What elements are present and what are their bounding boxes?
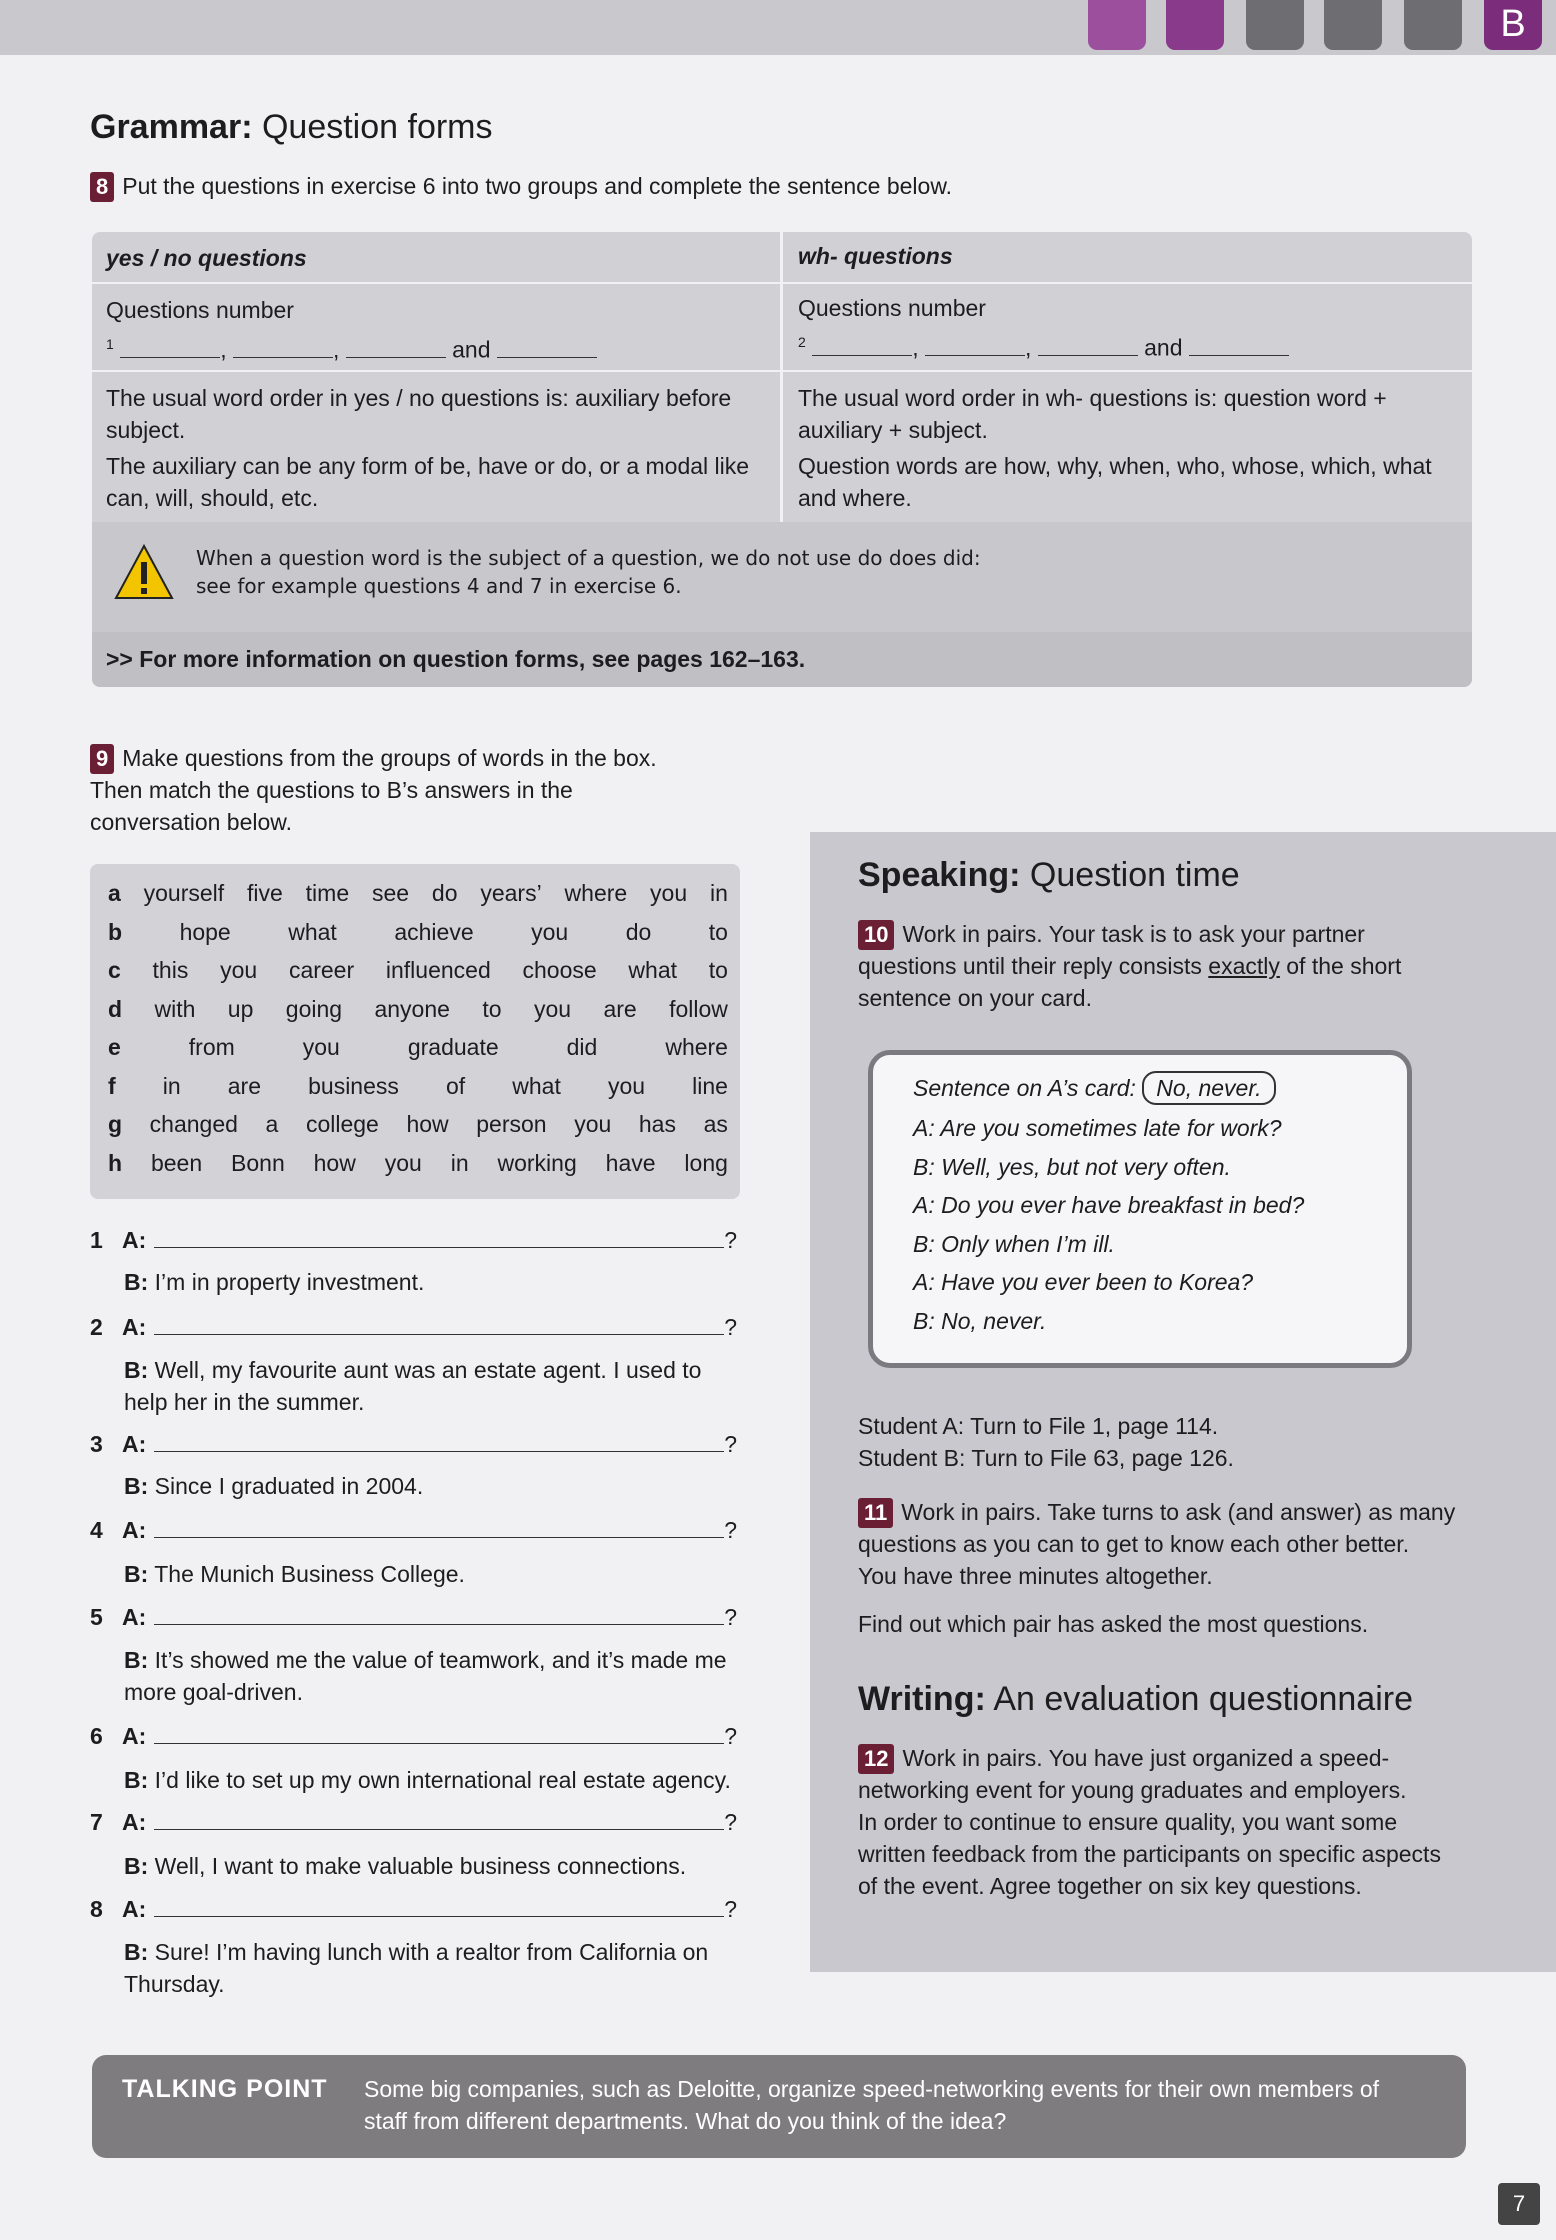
- word-box-word: have: [605, 1149, 656, 1176]
- word-box-line: [108, 951, 728, 989]
- ex12-number: 12: [858, 1744, 894, 1774]
- warning-line-1: When a question word is the subject of a question, we do not use do does did:: [196, 546, 981, 570]
- card-pill: No, never.: [1142, 1071, 1275, 1105]
- blank-field[interactable]: [1189, 337, 1289, 356]
- blank-field[interactable]: [812, 337, 912, 356]
- blank-field[interactable]: [346, 339, 446, 358]
- col1-superscript: 1: [106, 336, 114, 352]
- warning-row: [92, 522, 1472, 632]
- word-box-letter: a: [108, 880, 121, 906]
- blank-field[interactable]: [120, 339, 220, 358]
- word-box-word: you: [384, 1149, 422, 1176]
- word-box-word: what: [512, 1072, 561, 1099]
- question-line: [90, 1893, 750, 1925]
- speaker-b-label: B:: [124, 1647, 149, 1673]
- question-number: 7: [90, 1809, 103, 1835]
- col2-blanks: $^2$ , , and: [798, 326, 1289, 364]
- top-bar: [0, 0, 1556, 55]
- answer-blank[interactable]: [154, 1809, 724, 1830]
- talking-point-line-1: Some big companies, such as Deloitte, organize speed-networking events for their own members of: [364, 2076, 1380, 2102]
- word-box-word: you: [533, 995, 572, 1022]
- speaker-a-label: A:: [122, 1809, 147, 1835]
- speaking-title-rest: Question time: [1020, 856, 1240, 894]
- question-line: [90, 1601, 750, 1633]
- speaker-b-label: B:: [124, 1939, 149, 1965]
- page-number: 7: [1498, 2183, 1540, 2225]
- word-box-word: hope: [179, 918, 231, 945]
- student-a-line: Student A: Turn to File 1, page 114.: [858, 1413, 1219, 1439]
- student-b-line: Student B: Turn to File 63, page 126.: [858, 1445, 1234, 1471]
- word-box-word: how: [313, 1149, 356, 1176]
- section-tab-3: [1246, 0, 1304, 50]
- answer-blank[interactable]: [154, 1723, 724, 1744]
- word-box-word: changed: [149, 1111, 238, 1137]
- more-info-link[interactable]: >> For more information on question forms, see pages 162–163.: [92, 632, 1472, 687]
- word-box-word: a: [265, 1111, 279, 1137]
- answer-text: Since I graduated in 2004.: [148, 1473, 424, 1499]
- ex8-number: 8: [90, 172, 114, 202]
- col1-heading: yes / no questions: [106, 245, 307, 271]
- writing-title: [858, 1680, 1413, 1719]
- word-box-word: what: [288, 918, 337, 945]
- col1-qnum-label: Questions number: [106, 297, 294, 323]
- word-box-word: long: [684, 1149, 728, 1176]
- answer-line: [124, 1764, 744, 1796]
- answer-blank[interactable]: [154, 1314, 724, 1335]
- word-box-letter: h: [108, 1149, 123, 1176]
- word-box-word: do: [431, 880, 458, 906]
- blank-field[interactable]: [1038, 337, 1138, 356]
- answer-line: [124, 1850, 744, 1882]
- speaker-a-label: A:: [122, 1517, 147, 1543]
- sentence-card: [868, 1050, 1412, 1368]
- question-mark: ?: [724, 1517, 738, 1543]
- ex11-line-1: Work in pairs. Take turns to ask (and answer) as many: [901, 1499, 1456, 1525]
- word-box-word: Bonn: [231, 1149, 285, 1176]
- talking-point-box: [92, 2055, 1466, 2158]
- warning-icon: [114, 544, 174, 600]
- word-box-word: time: [305, 880, 350, 906]
- ex12-line-5: of the event. Agree together on six key questions.: [858, 1873, 1362, 1899]
- word-box-word: anyone: [374, 995, 450, 1022]
- question-number: 2: [90, 1314, 103, 1340]
- question-mark: ?: [724, 1314, 738, 1340]
- word-box-word: do: [625, 918, 652, 945]
- speaking-title: [858, 856, 1240, 895]
- card-dialogue-line: A: Are you sometimes late for work?: [913, 1115, 1282, 1141]
- word-box: [90, 864, 740, 1199]
- blank-field[interactable]: [497, 339, 597, 358]
- answer-line: [124, 1354, 744, 1418]
- word-box-line: [108, 1144, 728, 1182]
- talking-point-line-2: staff from different departments. What do you think of the idea?: [364, 2108, 1007, 2134]
- speaker-b-label: B:: [124, 1767, 149, 1793]
- word-box-word: influenced: [385, 957, 491, 983]
- answer-blank[interactable]: [154, 1431, 724, 1452]
- ex9-line-3: conversation below.: [90, 809, 293, 835]
- answer-text: I’m in property investment.: [148, 1269, 425, 1295]
- unit-badge: B: [1484, 0, 1542, 50]
- card-dialogue-line: A: Do you ever have breakfast in bed?: [913, 1192, 1305, 1218]
- col2-qnum-label: Questions number: [798, 295, 986, 321]
- word-box-word: with: [154, 995, 196, 1022]
- question-number: 5: [90, 1604, 103, 1630]
- question-line: [90, 1224, 750, 1256]
- student-instructions: [858, 1410, 1234, 1474]
- word-box-word: follow: [669, 995, 728, 1022]
- word-box-letter: f: [108, 1072, 116, 1099]
- table-row-divider: [92, 282, 1472, 284]
- speaker-a-label: A:: [122, 1227, 147, 1253]
- ex9-instruction: [90, 742, 657, 838]
- answer-blank[interactable]: [154, 1896, 724, 1917]
- question-number: 4: [90, 1517, 103, 1543]
- blank-field[interactable]: [233, 339, 333, 358]
- word-box-word: what: [628, 957, 678, 983]
- question-mark: ?: [724, 1809, 738, 1835]
- word-box-word: in: [450, 1149, 469, 1176]
- word-box-word: line: [692, 1072, 728, 1099]
- speaker-a-label: A:: [122, 1604, 147, 1630]
- word-box-line: [108, 1105, 728, 1143]
- word-box-line: [108, 874, 728, 912]
- ex11-line-4: Find out which pair has asked the most questions.: [858, 1611, 1369, 1637]
- word-box-word: up: [227, 995, 254, 1022]
- word-box-word: college: [305, 1111, 379, 1137]
- word-box-word: did: [566, 1034, 598, 1060]
- col2-heading: wh- questions: [798, 243, 953, 269]
- col1-rule1: The usual word order in yes / no questions is: auxiliary before subject.: [106, 385, 732, 443]
- and-word: and: [452, 336, 491, 363]
- word-box-word: five: [247, 880, 283, 906]
- word-box-word: you: [531, 918, 569, 945]
- word-box-word: working: [497, 1149, 577, 1176]
- question-line: [90, 1428, 750, 1460]
- speaker-a-label: A:: [122, 1314, 147, 1340]
- ex10-instruction: [858, 918, 1508, 1014]
- talking-point-text: [364, 2073, 1444, 2137]
- col2-rule1: The usual word order in wh- questions is: question word + auxiliary + subject.: [798, 385, 1387, 443]
- ex10-line-3: sentence on your card.: [858, 985, 1092, 1011]
- word-box-word: yourself: [143, 880, 225, 906]
- word-box-word: has: [638, 1111, 676, 1137]
- ex8-text: Put the questions in exercise 6 into two groups and complete the sentence below.: [122, 173, 953, 199]
- answer-line: [124, 1936, 744, 2000]
- answer-text: Well, I want to make valuable business connections.: [148, 1853, 687, 1879]
- answer-text: Well, my favourite aunt was an estate agent. I used to help her in the summer.: [124, 1357, 702, 1415]
- ex12-instruction: [858, 1742, 1538, 1902]
- word-box-word: as: [703, 1111, 728, 1137]
- speaker-b-label: B:: [124, 1269, 149, 1295]
- word-box-letter: b: [108, 918, 123, 945]
- ex9-line-1: Make questions from the groups of words in the box.: [122, 745, 657, 771]
- word-box-line: [108, 1067, 728, 1105]
- word-box-word: how: [406, 1111, 449, 1137]
- ex10-line-2b: of the short: [1279, 953, 1402, 979]
- word-box-letter: e: [108, 1034, 121, 1060]
- word-box-word: of: [445, 1072, 466, 1099]
- ex11-number: 11: [858, 1498, 893, 1528]
- word-box-letter: c: [108, 957, 121, 983]
- warning-text: [196, 544, 981, 600]
- question-line: [90, 1806, 750, 1838]
- word-box-word: are: [603, 995, 637, 1022]
- word-box-line: [108, 1028, 728, 1066]
- blank-field[interactable]: [925, 337, 1025, 356]
- speaker-a-label: A:: [122, 1896, 147, 1922]
- answer-line: [124, 1558, 744, 1590]
- section-tab-2: [1166, 0, 1224, 50]
- ex11-line-3: You have three minutes altogether.: [858, 1563, 1213, 1589]
- answer-blank[interactable]: [154, 1227, 724, 1248]
- ex12-line-2: networking event for young graduates and employers.: [858, 1777, 1407, 1803]
- writing-title-rest: An evaluation questionnaire: [985, 1680, 1414, 1718]
- ex10-number: 10: [858, 920, 894, 950]
- word-box-word: you: [220, 957, 258, 983]
- answer-text: The Munich Business College.: [148, 1561, 465, 1587]
- word-box-word: this: [152, 957, 189, 983]
- grammar-table: [92, 232, 1472, 687]
- ex10-line-2u: exactly: [1208, 953, 1280, 979]
- col2-rule2: Question words are how, why, when, who, whose, which, what and where.: [798, 453, 1432, 511]
- answer-text: It’s showed me the value of teamwork, and it’s made me more goal-driven.: [124, 1647, 727, 1705]
- card-dialogue-line: A: Have you ever been to Korea?: [913, 1269, 1254, 1295]
- col1-rule2: The auxiliary can be any form of be, have or do, or a modal like can, will, should, etc.: [106, 453, 750, 511]
- question-line: [90, 1720, 750, 1752]
- card-dialogue-line: B: Only when I’m ill.: [913, 1230, 1115, 1257]
- ex12-line-1: Work in pairs. You have just organized a speed-: [902, 1745, 1390, 1771]
- speaker-a-label: A:: [122, 1431, 147, 1457]
- ex12-line-3: In order to continue to ensure quality, you want some: [858, 1809, 1398, 1835]
- word-box-word: you: [607, 1072, 646, 1099]
- question-line: [90, 1311, 750, 1343]
- grammar-title-rest: Question forms: [252, 108, 493, 146]
- question-mark: ?: [724, 1431, 738, 1457]
- word-box-word: graduate: [407, 1034, 499, 1060]
- answer-line: [124, 1266, 744, 1298]
- word-box-word: are: [227, 1072, 262, 1099]
- talking-point-label: TALKING POINT: [122, 2075, 328, 2103]
- word-box-letter: g: [108, 1111, 123, 1137]
- word-box-word: where: [665, 1034, 728, 1060]
- speaker-b-label: B:: [124, 1473, 149, 1499]
- word-box-word: to: [708, 957, 728, 983]
- card-dialogue-line: B: Well, yes, but not very often.: [913, 1153, 1231, 1180]
- answer-blank[interactable]: [154, 1604, 724, 1625]
- word-box-word: achieve: [394, 918, 474, 945]
- ex9-line-2: Then match the questions to B’s answers in the: [90, 777, 573, 803]
- answer-line: [124, 1644, 744, 1708]
- and-word: and: [1144, 334, 1183, 361]
- speaker-b-label: B:: [124, 1853, 149, 1879]
- word-box-word: person: [476, 1111, 547, 1137]
- card-label: Sentence on A’s card:: [913, 1075, 1136, 1101]
- word-box-word: to: [482, 995, 502, 1022]
- question-mark: ?: [724, 1227, 738, 1253]
- card-dialogue-line: B: No, never.: [913, 1307, 1047, 1334]
- ex9-number: 9: [90, 744, 114, 774]
- word-box-word: years’: [480, 880, 542, 906]
- word-box-word: been: [150, 1149, 203, 1176]
- word-box-word: career: [288, 957, 355, 983]
- word-box-word: see: [371, 880, 410, 906]
- ex10-line-2a: questions until their reply consists: [858, 953, 1209, 979]
- section-tab-1: [1088, 0, 1146, 50]
- word-box-word: to: [708, 918, 728, 945]
- speaker-b-label: B:: [124, 1357, 149, 1383]
- answer-text: I’d like to set up my own international real estate agency.: [148, 1767, 731, 1793]
- answer-line: [124, 1470, 744, 1502]
- word-box-word: business: [308, 1072, 399, 1099]
- warning-line-2: see for example questions 4 and 7 in exercise 6.: [196, 574, 682, 598]
- word-box-word: you: [574, 1111, 612, 1137]
- ex12-line-4: written feedback from the participants on specific aspects: [858, 1841, 1441, 1867]
- word-box-word: choose: [522, 957, 597, 983]
- answer-blank[interactable]: [154, 1517, 724, 1538]
- question-number: 8: [90, 1896, 103, 1922]
- question-line: [90, 1514, 750, 1546]
- word-box-word: you: [302, 1034, 340, 1060]
- word-box-word: going: [285, 995, 343, 1022]
- ex11-instruction: [858, 1496, 1508, 1640]
- word-box-word: in: [162, 1072, 181, 1099]
- grammar-title: [90, 108, 493, 147]
- question-number: 6: [90, 1723, 103, 1749]
- grammar-title-bold: Grammar:: [90, 108, 253, 146]
- speaker-b-label: B:: [124, 1561, 149, 1587]
- ex8-instruction: [90, 170, 952, 202]
- col2-superscript: 2: [798, 334, 806, 350]
- speaker-a-label: A:: [122, 1723, 147, 1749]
- word-box-line: [108, 990, 728, 1028]
- word-box-word: you: [650, 880, 688, 906]
- question-number: 1: [90, 1227, 103, 1253]
- col1-blanks: $^1$ , , and: [106, 328, 597, 366]
- table-col-divider: [780, 232, 783, 522]
- word-box-line: [108, 913, 728, 951]
- writing-title-bold: Writing:: [858, 1680, 986, 1718]
- speaking-title-bold: Speaking:: [858, 856, 1021, 894]
- ex11-line-2: questions as you can to get to know each other better.: [858, 1531, 1410, 1557]
- table-row-divider-2: [92, 370, 1472, 372]
- question-mark: ?: [724, 1604, 738, 1630]
- question-mark: ?: [724, 1723, 738, 1749]
- word-box-word: where: [564, 880, 628, 906]
- section-tab-5: [1404, 0, 1462, 50]
- question-number: 3: [90, 1431, 103, 1457]
- word-box-letter: d: [108, 995, 123, 1022]
- answer-text: Sure! I’m having lunch with a realtor from California on Thursday.: [124, 1939, 709, 1997]
- ex10-line-1: Work in pairs. Your task is to ask your partner: [902, 921, 1365, 947]
- word-box-word: in: [709, 880, 728, 906]
- section-tab-4: [1324, 0, 1382, 50]
- card-label-line: [913, 1071, 1276, 1105]
- question-mark: ?: [724, 1896, 738, 1922]
- word-box-word: from: [188, 1034, 235, 1060]
